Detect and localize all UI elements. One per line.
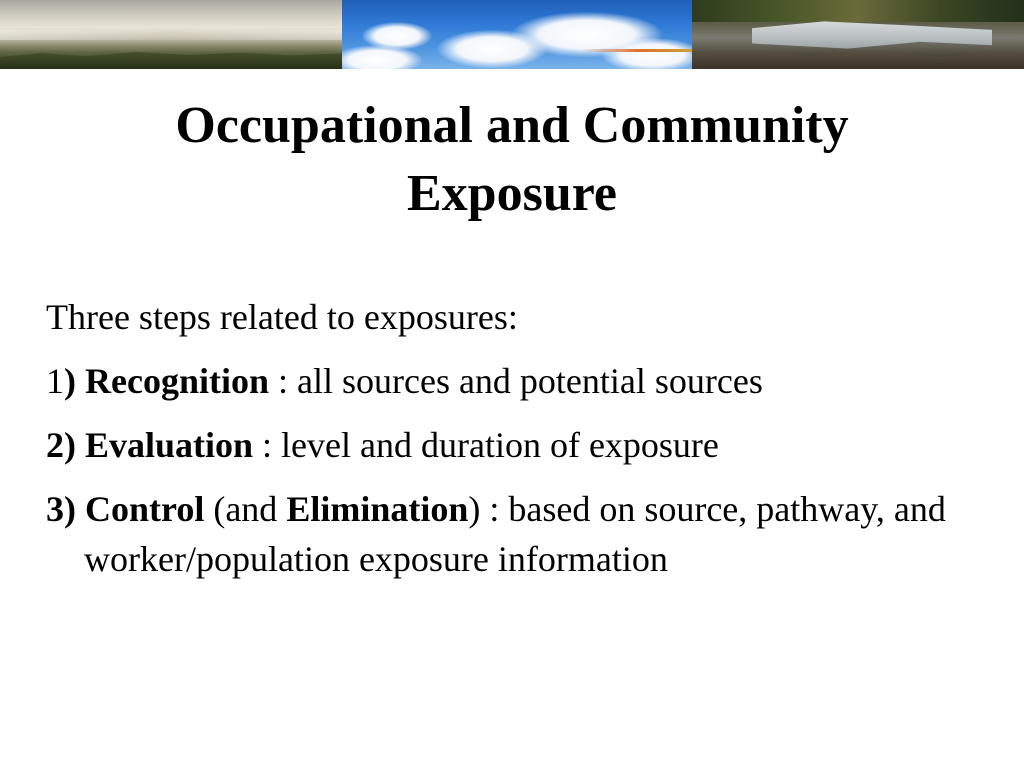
step-paren: ) xyxy=(64,489,76,529)
sky-clouds-photo xyxy=(342,0,692,69)
slide-title-line-2: Exposure xyxy=(407,165,617,222)
step-item-recognition xyxy=(46,356,986,406)
step-paren: ) xyxy=(64,425,76,465)
step-number: 2 xyxy=(46,425,64,465)
step-term-secondary: Elimination xyxy=(286,489,469,529)
step-term: Control xyxy=(85,489,205,529)
header-photo-banner xyxy=(0,0,1024,69)
slide-body xyxy=(46,292,986,598)
waterfall-photo xyxy=(692,0,1024,69)
step-item-evaluation xyxy=(46,420,986,470)
slide-title-line-1: Occupational and Community xyxy=(175,97,849,154)
step-description: : level and duration of exposure xyxy=(253,425,719,465)
step-description: ) : based on source, pathway, and worker/population exposure information xyxy=(84,489,946,579)
step-term: Evaluation xyxy=(85,425,254,465)
intro-text: Three steps related to exposures: xyxy=(46,297,518,337)
step-paren: ) xyxy=(64,361,76,401)
slide-title xyxy=(40,92,984,228)
step-term: Recognition xyxy=(85,361,269,401)
step-number: 1 xyxy=(46,361,64,401)
step-number: 3 xyxy=(46,489,64,529)
step-item-control xyxy=(46,484,986,584)
step-mid-text: (and xyxy=(204,489,287,529)
step-description: : all sources and potential sources xyxy=(269,361,763,401)
landscape-photo xyxy=(0,0,342,69)
